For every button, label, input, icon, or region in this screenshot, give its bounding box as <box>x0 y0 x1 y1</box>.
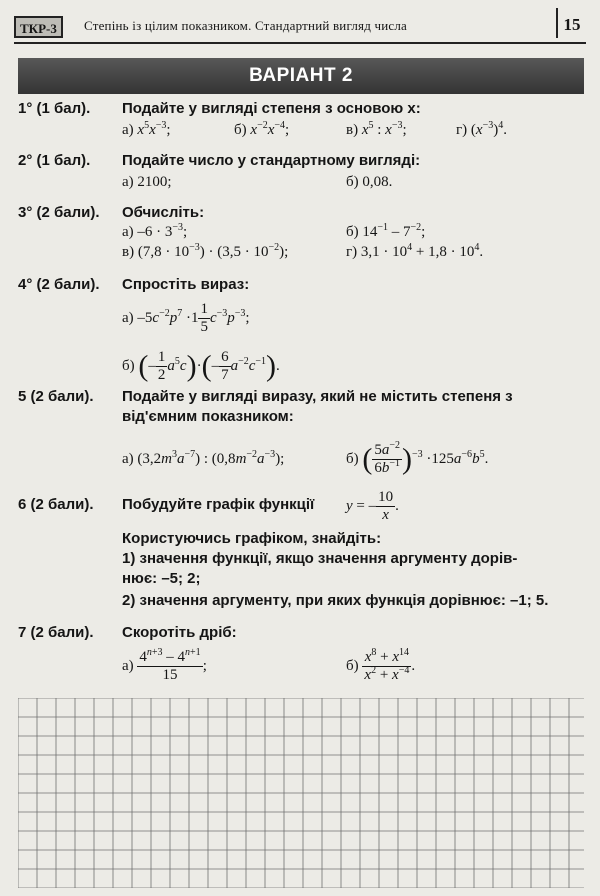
task-5a: а) $(3,2m^3a^{-7})$ : $(0,8m^{-2}a^{-3})$; <box>122 449 285 467</box>
task-4b: б) (– $\frac{1}{2}$ $a^5c)\cdot(-$ $\frac{6}{7}$ $a^{-2}c^{-1}$). <box>122 349 280 384</box>
task-1a: а) $x^5x^{-3}$; <box>122 120 171 138</box>
task-3b: б) $14^{-1} - 7^{-2}$; <box>346 222 426 240</box>
variant-banner <box>18 58 584 94</box>
task-5b: б) ( $\frac{5a^{-2}}{6b^{-1}}$ )$^{-3} \cdot 125a^{-6}b^5$. <box>346 440 489 477</box>
task-6-item-1b: нює: –5; 2; <box>122 570 201 587</box>
grid-lines <box>18 698 584 888</box>
task-7-label: 7 (2 бали). <box>18 624 94 641</box>
task-5-text-2: від'ємним показником: <box>122 408 294 425</box>
answer-grid[interactable] <box>18 698 584 888</box>
task-2a: а) 2100; <box>122 174 172 190</box>
task-6-label: 6 (2 бали). <box>18 496 94 513</box>
task-2-text: Подайте число у стандартному вигляді: <box>122 152 421 169</box>
task-6-function: y = – $\frac{10}{x}$ . <box>346 489 399 524</box>
task-3-label: 3° (2 бали). <box>18 204 100 221</box>
page-header <box>14 14 586 44</box>
header-title: Степінь із цілим показником. Стандартний вигляд числа <box>84 18 407 33</box>
task-1-text: Подайте у вигляді степеня з основою x: <box>122 100 421 117</box>
task-3g: г) $3,1 \cdot 10^4 + 1,8 \cdot 10^4$. <box>346 242 484 260</box>
variant-title: ВАРІАНТ 2 <box>249 65 353 86</box>
task-1g: г) $(x^{-3})^4$. <box>456 120 507 138</box>
task-3a: а) $-6 \cdot 3^{-3}$; <box>122 222 188 240</box>
task-6-text: Побудуйте графік функції <box>122 496 315 513</box>
task-7-text: Скоротіть дріб: <box>122 624 237 641</box>
task-1-label: 1° (1 бал). <box>18 100 91 117</box>
task-1v: в) $x^5$ : $x^{-3}$; <box>346 120 407 138</box>
task-6-text-2: Користуючись графіком, знайдіть: <box>122 530 382 547</box>
task-6-item-2: 2) значення аргументу, при яких функція дорівнює: –1; 5. <box>122 592 549 609</box>
task-1b: б) $x^{-2}x^{-4}$; <box>234 120 290 138</box>
task-5-label: 5 (2 бали). <box>18 388 94 405</box>
task-2b: б) 0,08. <box>346 174 393 190</box>
page-number: 15 <box>556 8 586 38</box>
task-5-text-1: Подайте у вигляді виразу, який не містить степеня з <box>122 388 513 405</box>
task-3v: в) $(7,8 \cdot 10^{-3}) \cdot (3,5 \cdot 10^{-2})$; <box>122 242 289 260</box>
task-2-label: 2° (1 бал). <box>18 152 91 169</box>
task-4-text: Спростіть вираз: <box>122 276 250 293</box>
task-7a: а) $\frac{4^{n+3} - 4^{n+1}}{15}$ ; <box>122 647 207 684</box>
task-3-text: Обчисліть: <box>122 204 205 221</box>
task-6-item-1a: 1) значення функції, якщо значення аргументу дорів- <box>122 550 518 567</box>
header-tag: ТКР-3 <box>14 16 63 38</box>
task-7b: б) $\frac{x^8 + x^{14}}{x^2 + x^{-4}}$ . <box>346 647 416 684</box>
task-4a: а) $-5c^{-2}p^7 \cdot 1$ $\frac{1}{5}$ $c^{-3}p^{-3}$; <box>122 301 250 336</box>
task-4-label: 4° (2 бали). <box>18 276 100 293</box>
